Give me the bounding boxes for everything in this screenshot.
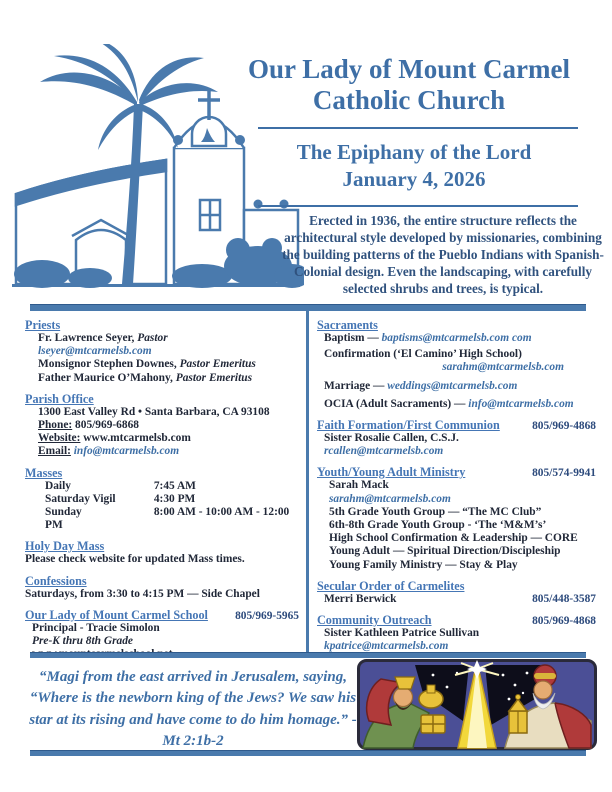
left-column <box>25 318 301 668</box>
outreach-email-link[interactable]: kpatrice@mtcarmelsb.com <box>324 640 449 653</box>
section-parish-office <box>25 392 301 459</box>
youth-email-link[interactable]: sarahm@mtcarmelsb.com <box>329 492 451 505</box>
scripture-quote: “Magi from the east arrived in Jerusalem, saying, “Where is the newborn king of the Jews? We saw his star at its rising and have come to do him homage.” - Mt 2:1b-2 <box>29 669 357 749</box>
youth-program: 5th Grade Youth Group — “The MC Club” <box>329 505 542 518</box>
section-sacraments <box>317 318 598 411</box>
parish-phone-row: Phone: 805/969-6868 <box>38 419 139 432</box>
section-faith-formation <box>317 418 598 458</box>
church-name-line1: Our Lady of Mount Carmel <box>248 54 570 84</box>
youth-program: Young Adult — Spiritual Direction/Discipleship <box>329 545 561 558</box>
outreach-phone: 805/969-4868 <box>532 615 596 628</box>
baptism-email-link[interactable]: baptisms@mtcarmelsb.com com <box>381 332 532 344</box>
sacraments-heading: Sacraments <box>317 318 378 332</box>
confirmation-row: Confirmation (‘El Camino’ High School) <box>324 348 522 361</box>
ocia-row: OCIA (Adult Sacraments) — info@mtcarmelsb.com <box>324 397 574 410</box>
marriage-email-link[interactable]: weddings@mtcarmelsb.com <box>387 379 518 392</box>
parish-website-row: Website: www.mtcarmelsb.com <box>38 432 191 445</box>
priest-entry: Father Maurice O’Mahony, Pastor Emeritus <box>38 371 253 384</box>
church-name-line2: Catholic Church <box>312 85 506 116</box>
faith-formation-email-link[interactable]: rcallen@mtcarmelsb.com <box>324 445 444 458</box>
confessions-note: Saturdays, from 3:30 to 4:15 PM — Side Chapel <box>25 587 260 600</box>
parish-address: 1300 East Valley Rd • Santa Barbara, CA 93108 <box>38 405 270 418</box>
carmelites-heading: Secular Order of Carmelites <box>317 578 465 593</box>
masses-heading: Masses <box>25 465 63 480</box>
youth-program: High School Confirmation & Leadership — CORE <box>329 532 578 545</box>
parish-email-link[interactable]: info@mtcarmelsb.com <box>73 445 180 458</box>
section-youth-ministry <box>317 465 598 571</box>
carmelites-contact: Merri Berwick <box>324 592 397 605</box>
youth-program: 6th-8th Grade Youth Group - ‘The ‘M&M’s’ <box>329 519 547 532</box>
mass-row: Sunday 8:00 AM - 10:00 AM - 12:00 PM <box>45 506 290 532</box>
faith-formation-phone: 805/969-4868 <box>532 420 596 433</box>
holy-day-note: Please check website for updated Mass times. <box>25 553 245 566</box>
youth-program: Young Family Ministry — Stay & Play <box>329 558 518 571</box>
faith-formation-contact: Sister Rosalie Callen, C.S.J. <box>324 432 459 445</box>
feast-title: The Epiphany of the Lord <box>296 140 532 164</box>
ocia-email-link[interactable]: info@mtcarmelsb.com <box>468 397 574 410</box>
section-bar-bottom <box>30 750 586 756</box>
confessions-heading: Confessions <box>25 573 87 588</box>
holy-day-heading: Holy Day Mass <box>25 539 105 554</box>
right-column <box>317 318 598 660</box>
column-divider <box>306 311 309 652</box>
faith-formation-heading: Faith Formation/First Communion <box>317 418 500 433</box>
header-divider-top <box>258 127 578 129</box>
church-name <box>214 54 604 117</box>
confirmation-email-link[interactable]: sarahm@mtcarmelsb.com <box>442 361 564 374</box>
feast-date: January 4, 2026 <box>342 167 486 192</box>
priests-heading: Priests <box>25 318 61 332</box>
section-holy-day <box>25 539 301 566</box>
section-bar-top <box>30 304 586 311</box>
outreach-contact: Sister Kathleen Patrice Sullivan <box>324 627 480 640</box>
section-confessions <box>25 574 301 601</box>
priest-entry: Fr. Lawrence Seyer, Pastor <box>38 332 168 344</box>
youth-phone: 805/574-9941 <box>532 467 596 480</box>
school-grades: Pre-K thru 8th Grade <box>32 635 133 648</box>
parish-website-link[interactable]: www.mtcarmelsb.com <box>83 432 191 445</box>
youth-heading: Youth/Young Adult Ministry <box>317 465 466 480</box>
marriage-row: Marriage — weddings@mtcarmelsb.com <box>324 379 518 392</box>
section-outreach <box>317 613 598 653</box>
parish-office-heading: Parish Office <box>25 391 94 406</box>
parish-email-row: Email: info@mtcarmelsb.com <box>38 445 180 458</box>
carmelites-phone: 805/448-3587 <box>532 592 596 605</box>
magi-star-illustration <box>357 659 597 750</box>
mass-row: Daily 7:45 AM <box>45 479 196 492</box>
section-carmelites <box>317 579 598 606</box>
section-masses <box>25 466 301 533</box>
feast-block <box>248 139 580 194</box>
section-bar-middle <box>30 652 586 658</box>
youth-contact: Sarah Mack <box>329 479 389 492</box>
baptism-row: Baptism — baptisms@mtcarmelsb.com com <box>324 332 532 344</box>
intro-text: Erected in 1936, the entire structure reflects the architectural style developed by missionaries, combining the building patterns of the Pueblo Indians with Spanish-Colonial design. Even the landscaping, with carefully selected shrubs and trees, is typical. <box>282 213 604 296</box>
school-principal: Principal - Tracie Simolon <box>32 621 160 634</box>
header-divider-bottom <box>258 205 578 207</box>
mass-row: Saturday Vigil 4:30 PM <box>45 492 196 505</box>
section-priests <box>25 318 301 385</box>
school-phone: 805/969-5965 <box>235 609 299 622</box>
priest-email[interactable]: lseyer@mtcarmelsb.com <box>38 345 152 358</box>
priest-entry: Monsignor Stephen Downes, Pastor Emeritus <box>38 358 256 371</box>
school-heading: Our Lady of Mount Carmel School <box>25 607 208 622</box>
outreach-heading: Community Outreach <box>317 613 432 628</box>
